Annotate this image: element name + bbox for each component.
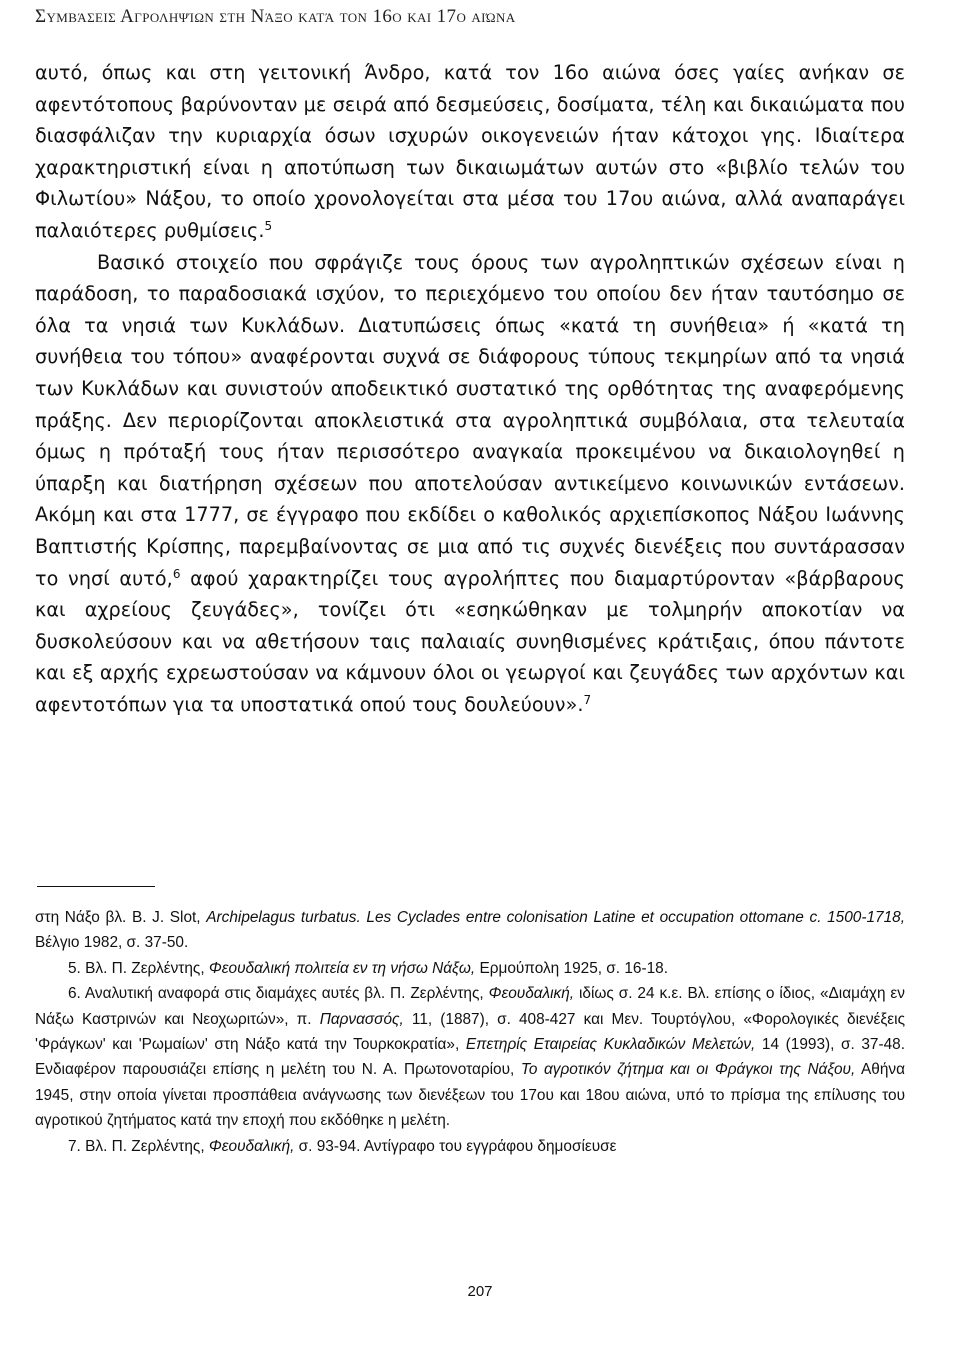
footnote-ref[interactable]: 5 (264, 218, 273, 233)
main-text (35, 57, 905, 720)
footnote-6 (35, 981, 905, 1133)
paragraph (35, 247, 905, 721)
footnote-title: Επετηρίς Εταιρείας Κυκλαδικών Μελετών, (465, 1036, 756, 1054)
page-number: 207 (467, 1283, 493, 1300)
paragraph-text: αυτό, όπως και στη γειτονική Άνδρο, κατά τον 16ο αιώνα όσες γαίες ανήκαν σε αφεντότοπους βαρύνονταν με σειρά από δεσμεύσεις, δοσίματα, τέλη και δικαιώματα που διασφάλιζαν την κυριαρχία όσων ισχυρών οικογενειών ήταν κάτοχοι γης. Ιδιαίτερα χαρακτηριστική είναι η αποτύπωση των δικαιωμάτων αυτών στο «βιβλίο τελών του Φιλωτίου» Νάξου, το οποίο χρονολογείται στα μέσα του 17ου αιώνα, αλλά αναπαράγει παλαιότερες ρυθμίσεις. (35, 61, 905, 242)
footnote-title: Φεουδαλική, (488, 985, 575, 1003)
paragraph (35, 57, 905, 247)
footnote-text: στη Νάξο βλ. Β. J. Slot, (35, 909, 207, 926)
footnote-text: 14 (1993), σ. 37-48. Ενδιαφέρον παρουσιάζει επίσης η μελέτη του Ν. Α. Πρωτονοταρίου, (35, 1036, 905, 1079)
footnote-ref[interactable]: 7 (583, 692, 592, 707)
footnote-text: Βέλγιο 1982, σ. 37-50. (35, 934, 189, 952)
footnote-text: 7. Βλ. Π. Ζερλέντης, (68, 1137, 209, 1155)
footnote-title: Archipelagus turbatus. Les Cyclades entre colonisation Latine et occupation ottomane c. 1500-1718, (206, 909, 906, 926)
paragraph-text: Βασικό στοιχείο που σφράγιζε τους όρους των αγροληπτικών σχέσεων είναι η παράδοση, το παραδοσιακά ισχύον, το περιεχόμενο του οποίου δεν ήταν ταυτόσημο σε όλα τα νησιά των Κυκλάδων. Διατυπώσεις όπως «κατά τη συνήθεια» ή «κατά τη συνήθεια του τόπου» αναφέρονται συχνά σε διάφορους τύπους τεκμηρίων από τα νησιά των Κυκλάδων και συνιστούν αποδεικτικό συστατικό της ορθότητας της αναφερόμενης πράξης. Δεν περιορίζονται αποκλειστικά στα αγροληπτικά συμβόλαια, στα τελευταία όμως η πρόταξή τους ήταν περισσότερο αναγκαία προκειμένου να δικαιολογηθεί η ύπαρξη και διατήρηση σχέσεων που αποτελούσαν αντικείμενο κοινωνικών εντάσεων. Ακόμη και στα 1777, σε έγγραφο που εκδίδει ο καθολικός αρχιεπίσκοπος Νάξου Ιωάννης Βαπτιστής Κρίσπης, παρεμβαίνοντας σε μια από τις συχνές διενέξεις που συντάρασσαν το νησί αυτό, (35, 250, 905, 590)
footnote-text: 5. Βλ. Π. Ζερλέντης, (68, 959, 209, 977)
footnote-title: Το αγροτικόν ζήτημα και οι Φράγκοι της Νάξου, (520, 1061, 856, 1079)
footnote-title: Φεουδαλική, (208, 1137, 295, 1155)
footnotes (35, 905, 905, 1159)
footnote-text: Ερμούπολη 1925, σ. 16-18. (475, 959, 668, 977)
footnote-text: 6. Αναλυτική αναφορά στις διαμάχες αυτές βλ. Π. Ζερλέντης, (68, 985, 489, 1003)
footnote-title: Φεουδαλική πολιτεία εν τη νήσω Νάξω, (208, 959, 476, 977)
footnote-text: 11, (1887), σ. 408-427 και Μεν. Τουρτόγλου, «Φορολογικές διενέξεις 'Φράγκων' και 'Ρωμαίων' στη Νάξο κατά την Τουρκοκρατία», (35, 1010, 905, 1054)
footnote-text: σ. 93-94. Αντίγραφο του εγγράφου δημοσίευσε (294, 1137, 617, 1155)
footnote-5 (35, 956, 905, 981)
footnote-ref[interactable]: 6 (172, 566, 181, 581)
footnote-text: ιδίως σ. 24 κ.ε. Βλ. επίσης ο ίδιος, «Διαμάχη εν Νάξω Καστρινών και Νεοχωριτών», π. (35, 985, 905, 1028)
paragraph-text: αφού χαρακτηρίζει τους αγρολήπτες που διαμαρτύρονταν «βάρβαρους και αχρείους ζευγάδες», τονίζει ότι «εσηκώθηκαν με τολμηρήν αποκοτίαν να δυσκολεύσουν και να αθετήσουν ταις παλαιαίς συνηθισμένες κράτιξαις, όπου πάντοτε και εξ αρχής εχρεωστούσαν να κάμνουν όλοι οι γεωργοί και ζευγάδες των αρχόντων και αφεντοτόπων για τα υποστατικά οπού τους δουλεύουν». (35, 566, 905, 716)
footnote-text: Αθήνα 1945, στην οποία γίνεται προσπάθεια ανάγνωσης των διενέξεων του 17ου και 18ου αιώνα, υπό το πρίσμα της επίλυσης του αγροτικού ζητήματος κατά την εποχή που εκδόθηκε η μελέτη. (35, 1061, 905, 1130)
footnote-title: Παρνασσός, (319, 1010, 404, 1028)
running-head: Συμβάσεις Αγροληψίων στη Νάξο κατά τον 16ο και 17ο αιώνα (35, 6, 516, 27)
footnote-continuation (35, 905, 905, 956)
footnote-7 (35, 1134, 905, 1159)
footnote-rule (37, 886, 155, 887)
